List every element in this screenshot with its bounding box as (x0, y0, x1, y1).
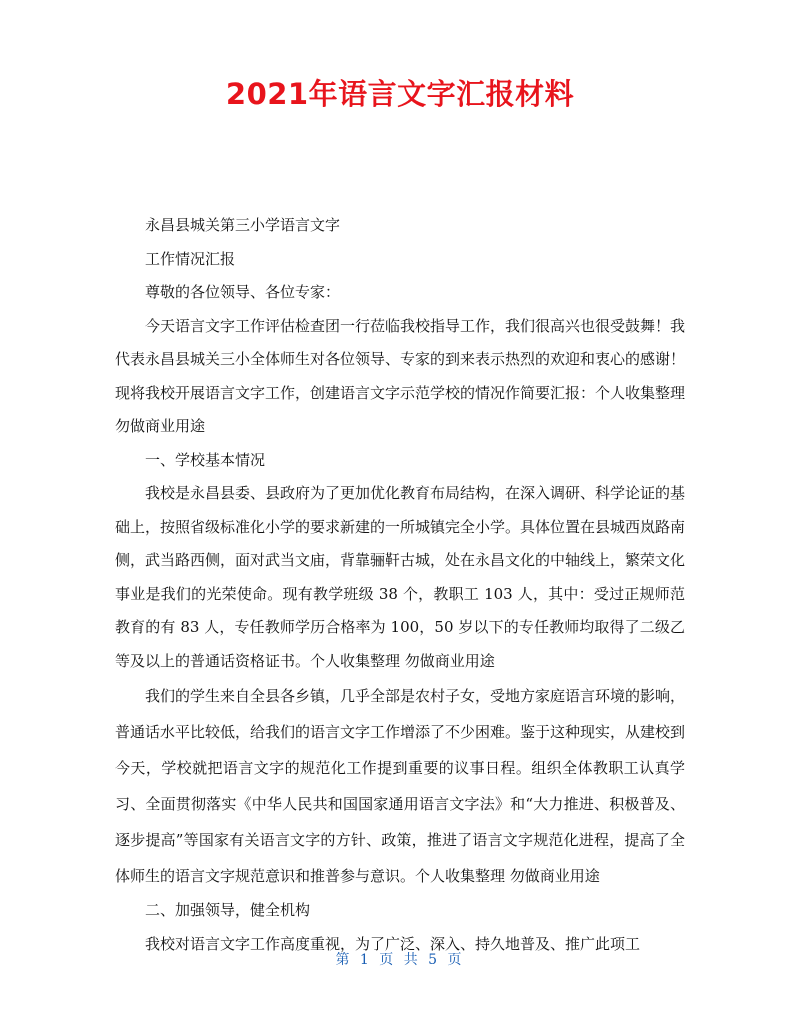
section-heading: 一、学校基本情况 (145, 450, 266, 469)
page-indicator: 第 1 页 共 5 页 (335, 952, 465, 968)
heading-line: 永昌县城关第三小学语言文字 (145, 216, 341, 234)
document-body (115, 209, 685, 961)
document-title: 2021年语言文字汇报材料 (225, 77, 575, 111)
paragraph: 我校对语言文字工作高度重视，为了广泛、深入、持久地普及、推广此项工 (145, 934, 641, 953)
paragraph: 今天语言文字工作评估检查团一行莅临我校指导工作，我们很高兴也很受鼓舞！我代表永昌县城关三小全体师生对各位领导、专家的到来表示热烈的欢迎和衷心的感谢！现将我校开展语言文字工作，创建语言文字示范学校的情况作简要汇报：个人收集整理 勿做商业用途 (115, 316, 686, 435)
heading-line: 工作情况汇报 (145, 249, 236, 268)
paragraph: 我校是永昌县委、县政府为了更加优化教育布局结构，在深入调研、科学论证的基础上，按照省级标准化小学的要求新建的一所城镇完全小学。具体位置在县城西岚路南侧，武当路西侧，面对武当文庙，背靠骊靬古城，处在永昌文化的中轴线上，繁荣文化事业是我们的光荣使命。现有教学班级 38 个，教职工 103 人，其中：受过正规师范教育的有 83 人，专任教师学历合格率为 100，50 岁以下的专任教师均取得了二级乙等及以上的普通话资格证书。个人收集整理 勿做商业用途 (115, 484, 686, 670)
section-heading: 二、加强领导，健全机构 (145, 901, 311, 919)
paragraph: 我们的学生来自全县各乡镇，几乎全部是农村子女，受地方家庭语言环境的影响，普通话水平比较低，给我们的语言文字工作增添了不少困难。鉴于这种现实，从建校到今天，学校就把语言文字的规范化工作提到重要的议事日程。组织全体教职工认真学习、全面贯彻落实《中华人民共和国国家通用语言文字法》和“大力推进、积极普及、逐步提高”等国家有关语言文字的方针、政策，推进了语言文字规范化进程，提高了全体师生的语言文字规范意识和推普参与意识。个人收集整理 勿做商业用途 (115, 687, 686, 885)
salutation: 尊敬的各位领导、各位专家： (145, 283, 341, 301)
